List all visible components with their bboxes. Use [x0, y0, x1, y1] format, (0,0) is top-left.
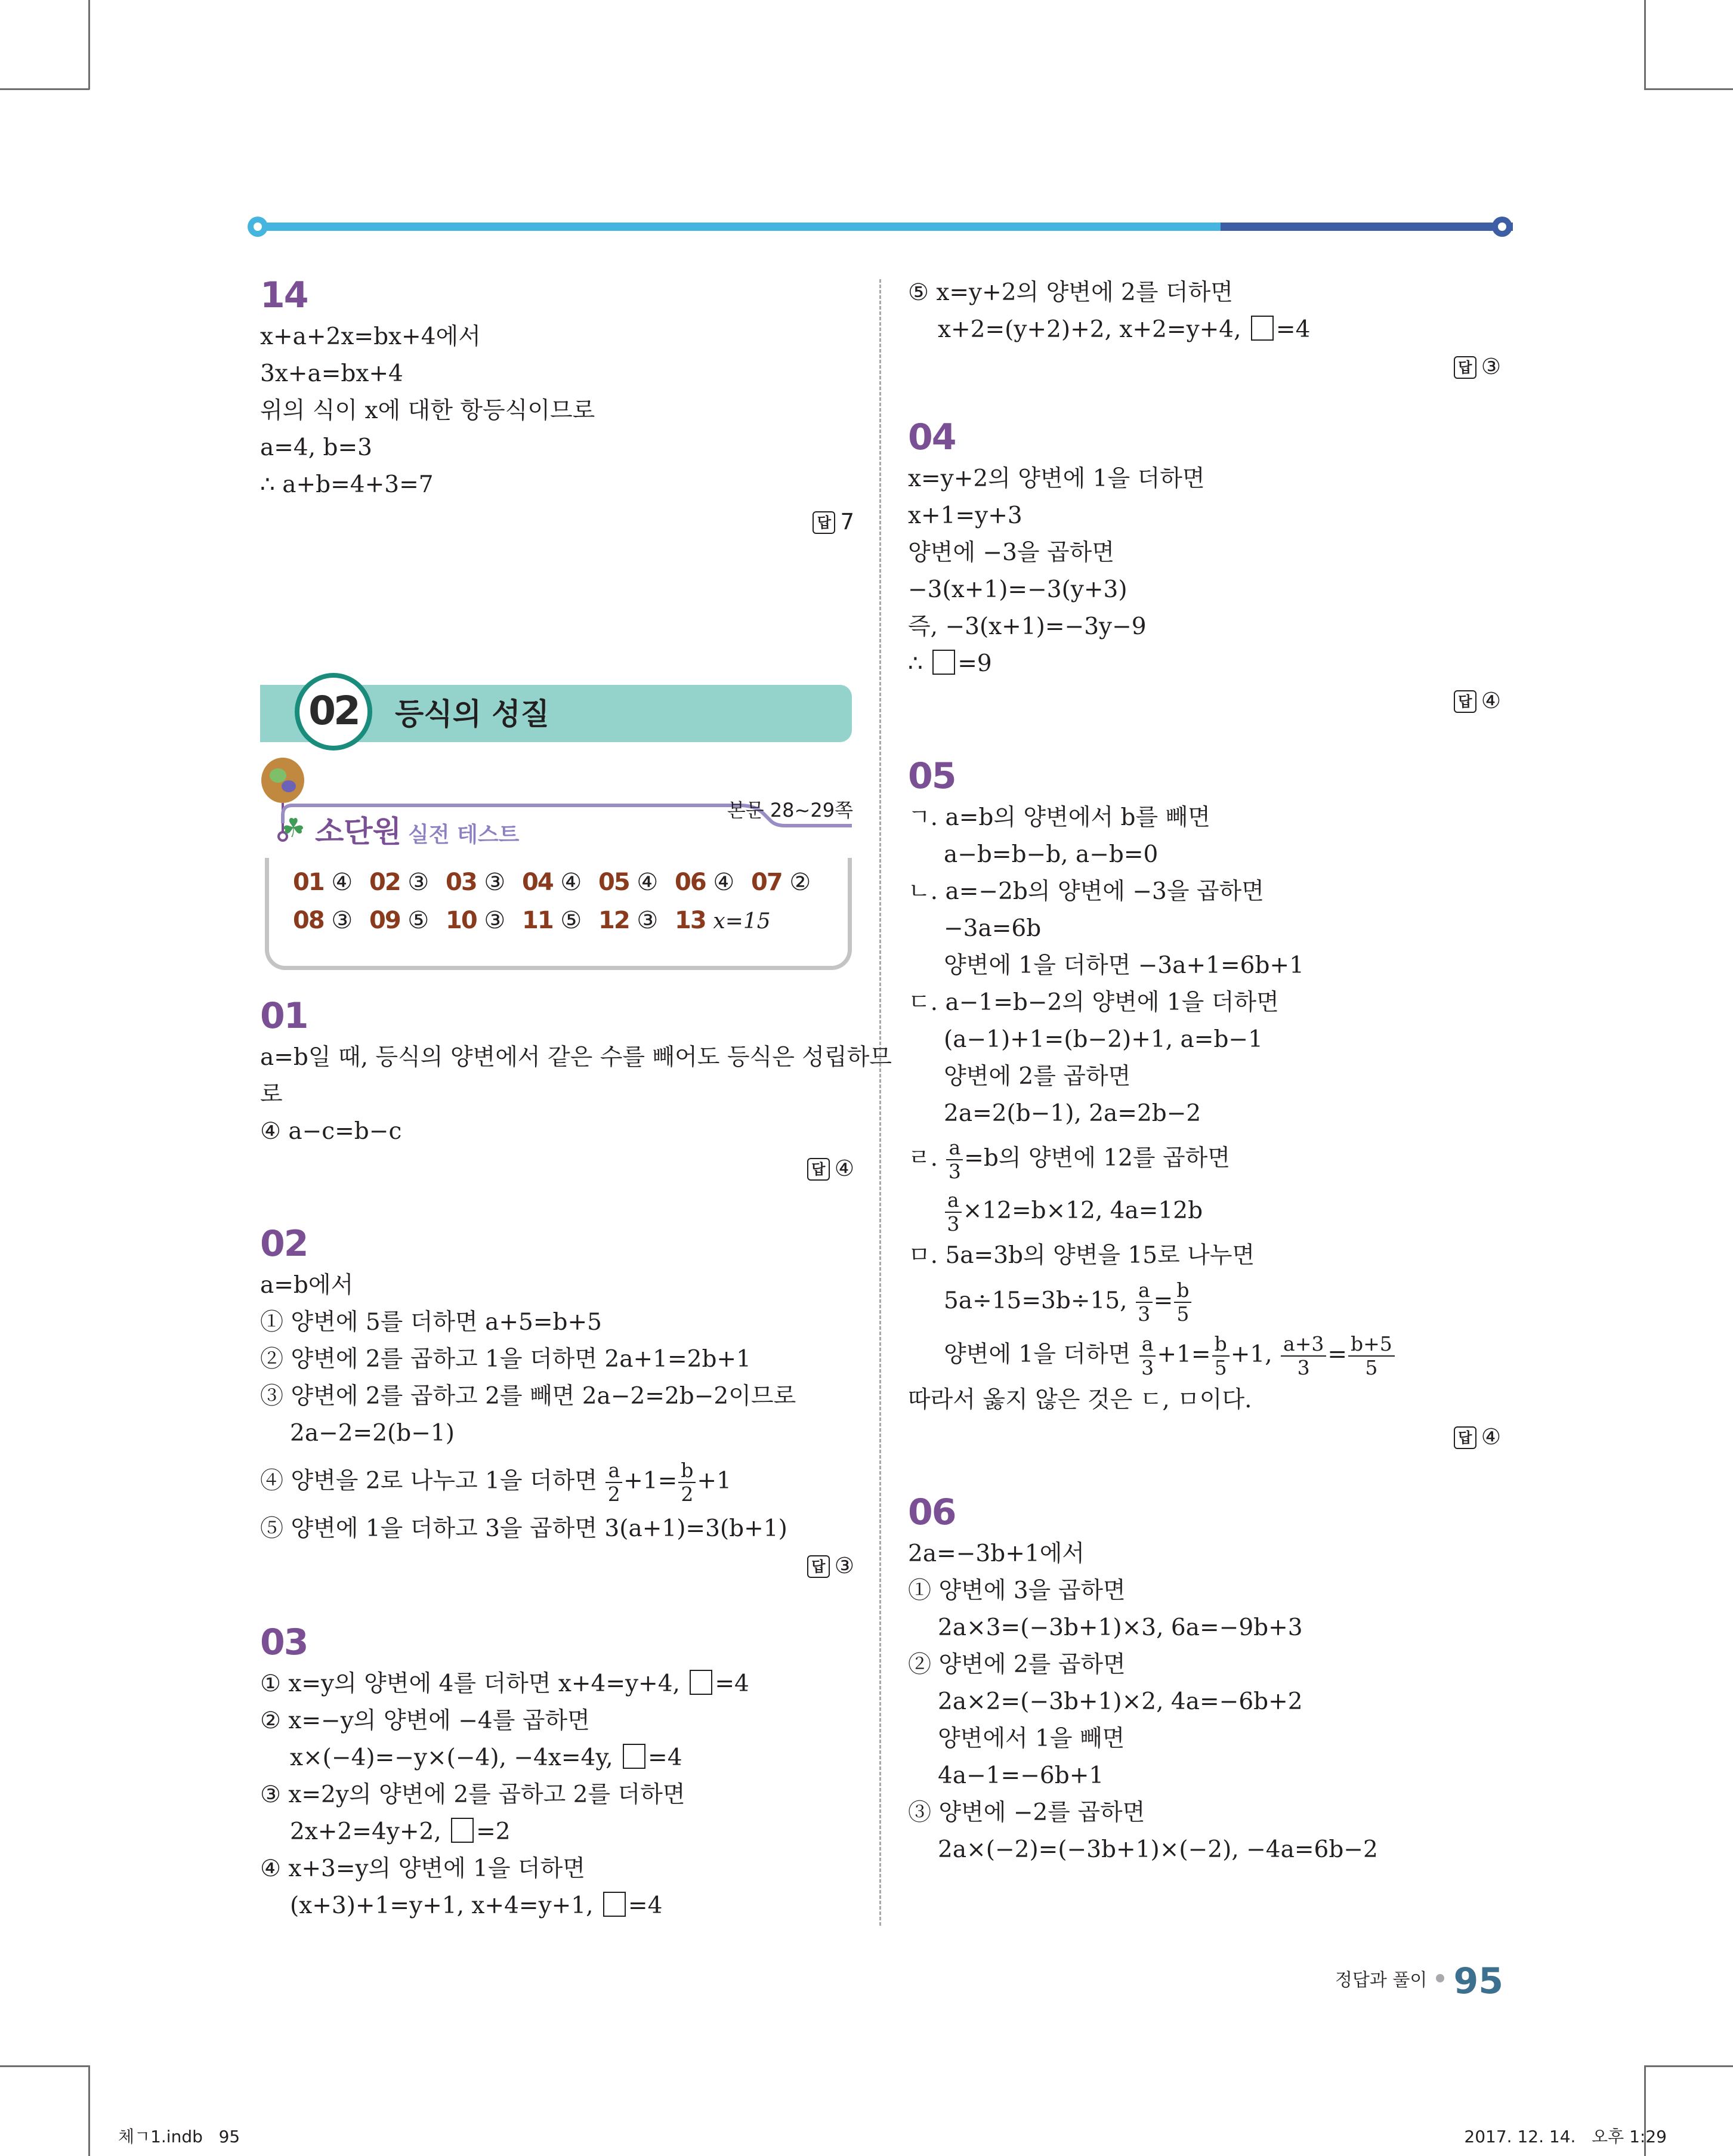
solution-line: x+1=y+3 — [908, 502, 1022, 529]
blank-box — [690, 1670, 712, 1695]
answer-key-item: 12 ③ — [598, 907, 659, 934]
solution-line: 양변에 −3을 곱하면 — [908, 539, 1115, 566]
fraction: $\frac{a}{3}$ — [946, 1136, 963, 1183]
answer-key-box — [265, 858, 852, 970]
section-number: 02 — [308, 688, 359, 734]
solution-line: 2a=2(b−1), 2a=2b−2 — [944, 1100, 1201, 1127]
solution-line: ④ x+3=y의 양변에 1을 더하면 — [260, 1855, 585, 1882]
solution-line: 3x+a=bx+4 — [260, 360, 403, 387]
section-number-badge — [295, 673, 372, 750]
solution-line: ① 양변에 5를 더하면 a+5=b+5 — [260, 1309, 602, 1336]
problem-number: 01 — [260, 995, 308, 1037]
page-footer — [1253, 1960, 1503, 2002]
answer-mark: 답 — [813, 511, 835, 534]
answer-value: ④ — [1481, 1424, 1501, 1450]
solution-line: 4a−1=−6b+1 — [938, 1762, 1104, 1789]
answer-mark: 답 — [807, 1555, 830, 1578]
crop-mark — [88, 2065, 90, 2156]
solution-line: ③ 양변에 2를 곱하고 2를 빼면 2a−2=2b−2이므로 — [260, 1383, 796, 1410]
solution-line: 양변에 2를 곱하면 — [944, 1063, 1131, 1090]
answer-value: ④ — [834, 1156, 854, 1181]
footer-dot — [1436, 1974, 1444, 1982]
solution-line: x×(−4)=−y×(−4), −4x=4y, =4 — [290, 1744, 682, 1771]
blank-box — [603, 1892, 626, 1917]
solution-line: ㄱ. a=b의 양변에서 b를 빼면 — [908, 804, 1210, 831]
problem-number: 03 — [260, 1621, 308, 1663]
fraction: $\frac{b}{2}$ — [678, 1459, 696, 1506]
solution-line: a=b일 때, 등식의 양변에서 같은 수를 빼어도 등식은 성립하므 — [260, 1044, 892, 1071]
test-title-sub: 실전 테스트 — [408, 823, 520, 847]
solution-line: ③ x=2y의 양변에 2를 곱하고 2를 더하면 — [260, 1781, 685, 1808]
solution-line: ㄴ. a=−2b의 양변에 −3을 곱하면 — [908, 878, 1264, 905]
solution-line: x=y+2의 양변에 1을 더하면 — [908, 465, 1205, 492]
blank-box — [451, 1818, 474, 1843]
solution-line: ⑤ 양변에 1을 더하고 3을 곱하면 3(a+1)=3(b+1) — [260, 1515, 787, 1542]
answer-key-item: 13 x=15 — [675, 907, 771, 934]
solution-line: 2a×3=(−3b+1)×3, 6a=−9b+3 — [938, 1614, 1303, 1641]
solution-line: ④ 양변을 2로 나누고 1을 더하면 $\frac{a}{2}$ +1= $\frac{b}{2}$ +1 — [260, 1459, 731, 1506]
problem-number: 02 — [260, 1223, 308, 1265]
fraction: $\frac{b}{5}$ — [1174, 1279, 1191, 1326]
answer-key-item: 04 ④ — [522, 869, 582, 896]
blank-box — [932, 650, 955, 675]
fraction: $\frac{a}{3}$ — [1139, 1333, 1156, 1379]
solution-line: 위의 식이 x에 대한 항등식이므로 — [260, 397, 595, 424]
fraction: $\frac{a+3}{3}$ — [1281, 1333, 1326, 1379]
solution-line: ④ a−c=b−c — [260, 1118, 402, 1145]
answer-value: 7 — [840, 509, 854, 535]
solution-line: a=b에서 — [260, 1272, 354, 1299]
solution-line: ② 양변에 2를 곱하고 1을 더하면 2a+1=2b+1 — [260, 1346, 751, 1373]
crop-mark — [88, 0, 90, 89]
crop-mark — [1644, 88, 1733, 90]
fraction: $\frac{a}{2}$ — [606, 1459, 622, 1506]
answer-key-item: 03 ③ — [446, 869, 506, 896]
print-file-name: 체ㄱ1.indb 95 — [118, 2127, 240, 2146]
column-divider — [879, 279, 881, 1926]
solution-line: (a−1)+1=(b−2)+1, a=b−1 — [944, 1026, 1263, 1053]
solution-line: ㅁ. 5a=3b의 양변을 15로 나누면 — [908, 1242, 1255, 1269]
solution-line: 2a=−3b+1에서 — [908, 1540, 1085, 1567]
solution-line: ㄹ. $\frac{a}{3}$ =b의 양변에 12를 곱하면 — [908, 1136, 1231, 1183]
left-column — [260, 274, 854, 540]
crop-mark — [0, 2065, 89, 2067]
answer-key-item: 10 ③ — [446, 907, 506, 934]
answer-key-item: 06 ④ — [675, 869, 735, 896]
right-column — [908, 274, 1501, 1868]
page-number: 95 — [1453, 1960, 1503, 2002]
answer-value: ③ — [834, 1553, 854, 1579]
answer-key-item: 09 ⑤ — [369, 907, 430, 934]
crop-mark — [1644, 2065, 1733, 2067]
solution-line: ① 양변에 3을 곱하면 — [908, 1577, 1126, 1604]
solution-line: −3a=6b — [944, 915, 1042, 942]
solution-line: x+a+2x=bx+4에서 — [260, 323, 481, 350]
solution-line: 즉, −3(x+1)=−3y−9 — [908, 613, 1147, 640]
answer-key-item: 07 ② — [751, 869, 811, 896]
solution-line: 2a×(−2)=(−3b+1)×(−2), −4a=6b−2 — [938, 1836, 1378, 1863]
solution-line: ∴ =9 — [908, 650, 992, 677]
answer-mark: 답 — [1454, 1426, 1476, 1449]
solution-line: ∴ a+b=4+3=7 — [260, 471, 434, 498]
solution-line: ㄷ. a−1=b−2의 양변에 1을 더하면 — [908, 989, 1279, 1016]
answer-mark: 답 — [807, 1158, 830, 1181]
answer-line — [260, 504, 854, 540]
solution-line: 2a−2=2(b−1) — [290, 1420, 455, 1447]
solution-line: 2a×2=(−3b+1)×2, 4a=−6b+2 — [938, 1688, 1303, 1715]
solution-line: 양변에 1을 더하면 −3a+1=6b+1 — [944, 952, 1304, 979]
fraction: $\frac{b+5}{5}$ — [1348, 1333, 1395, 1379]
answer-line — [908, 348, 1501, 385]
solution-line: a−b=b−b, a−b=0 — [944, 841, 1159, 868]
test-pages: 본문 28~29쪽 — [727, 799, 853, 821]
solution-line: ① x=y의 양변에 4를 더하면 x+4=y+4, =4 — [260, 1670, 749, 1697]
blank-box — [623, 1744, 645, 1769]
solution-line: 5a÷15=3b÷15, $\frac{a}{3}$ = $\frac{b}{5}$ — [908, 1274, 1501, 1328]
solution-line: −3(x+1)=−3(y+3) — [908, 576, 1127, 603]
test-title-main: 소단원 — [315, 814, 401, 849]
section-title: 등식의 성질 — [395, 697, 549, 731]
solution-line: ② 양변에 2를 곱하면 — [908, 1651, 1126, 1678]
answer-line — [908, 1419, 1501, 1456]
solution-line: 2x+2=4y+2, =2 — [290, 1818, 511, 1845]
fraction: $\frac{a}{3}$ — [1136, 1279, 1153, 1326]
answer-key-item: 02 ③ — [369, 869, 430, 896]
solution-line: ③ 양변에 −2를 곱하면 — [908, 1799, 1145, 1826]
left-problems — [260, 995, 892, 1925]
answer-mark: 답 — [1454, 690, 1476, 713]
fraction: $\frac{a}{3}$ — [945, 1189, 962, 1235]
solution-line: ② x=−y의 양변에 −4를 곱하면 — [260, 1707, 590, 1734]
solution-line: ⑤ x=y+2의 양변에 2를 더하면 — [908, 279, 1233, 306]
solution-line: a=4, b=3 — [260, 434, 372, 461]
crop-mark — [1644, 0, 1646, 89]
problem-number: 06 — [908, 1491, 956, 1533]
header-bar — [245, 214, 1521, 241]
answer-key-item: 01 ④ — [293, 869, 353, 896]
solution-line: 로 — [260, 1081, 283, 1108]
blank-box — [1251, 316, 1274, 341]
problem-number: 05 — [908, 755, 956, 797]
solution-line: (x+3)+1=y+1, x+4=y+1, =4 — [290, 1892, 663, 1919]
answer-mark: 답 — [1454, 356, 1476, 379]
solution-line: 따라서 옳지 않은 것은 ㄷ, ㅁ이다. — [908, 1386, 1252, 1413]
answer-value: ④ — [1481, 688, 1501, 713]
leaf-icon: ☘ — [282, 813, 305, 844]
answer-line — [260, 1150, 854, 1187]
solution-line: x+2=(y+2)+2, x+2=y+4, =4 — [938, 316, 1311, 343]
problem-number: 14 — [260, 274, 308, 316]
answer-key-item: 05 ④ — [598, 869, 659, 896]
footer-section-label: 정답과 풀이 — [1334, 1970, 1428, 1991]
solution-line: 양변에서 1을 빼면 — [938, 1725, 1125, 1752]
answer-line — [908, 682, 1501, 719]
answer-value: ③ — [1481, 354, 1501, 379]
solution-line: 양변에 1을 더하면 $\frac{a}{3}$ +1= $\frac{b}{5}$ +1, $\frac{a+3}{3}$ = $\frac{b+5}{5}$ — [908, 1328, 1501, 1382]
print-timestamp: 2017. 12. 14. 오후 1:29 — [1464, 2127, 1667, 2146]
problem-number: 04 — [908, 416, 956, 458]
crop-mark — [0, 88, 89, 90]
answer-key-item: 11 ⑤ — [522, 907, 582, 934]
answer-key-item: 08 ③ — [293, 907, 353, 934]
answer-line — [260, 1547, 854, 1584]
test-title — [315, 808, 519, 851]
solution-line: $\frac{a}{3}$ ×12=b×12, 4a=12b — [908, 1185, 1501, 1237]
fraction: $\frac{b}{5}$ — [1212, 1333, 1230, 1379]
